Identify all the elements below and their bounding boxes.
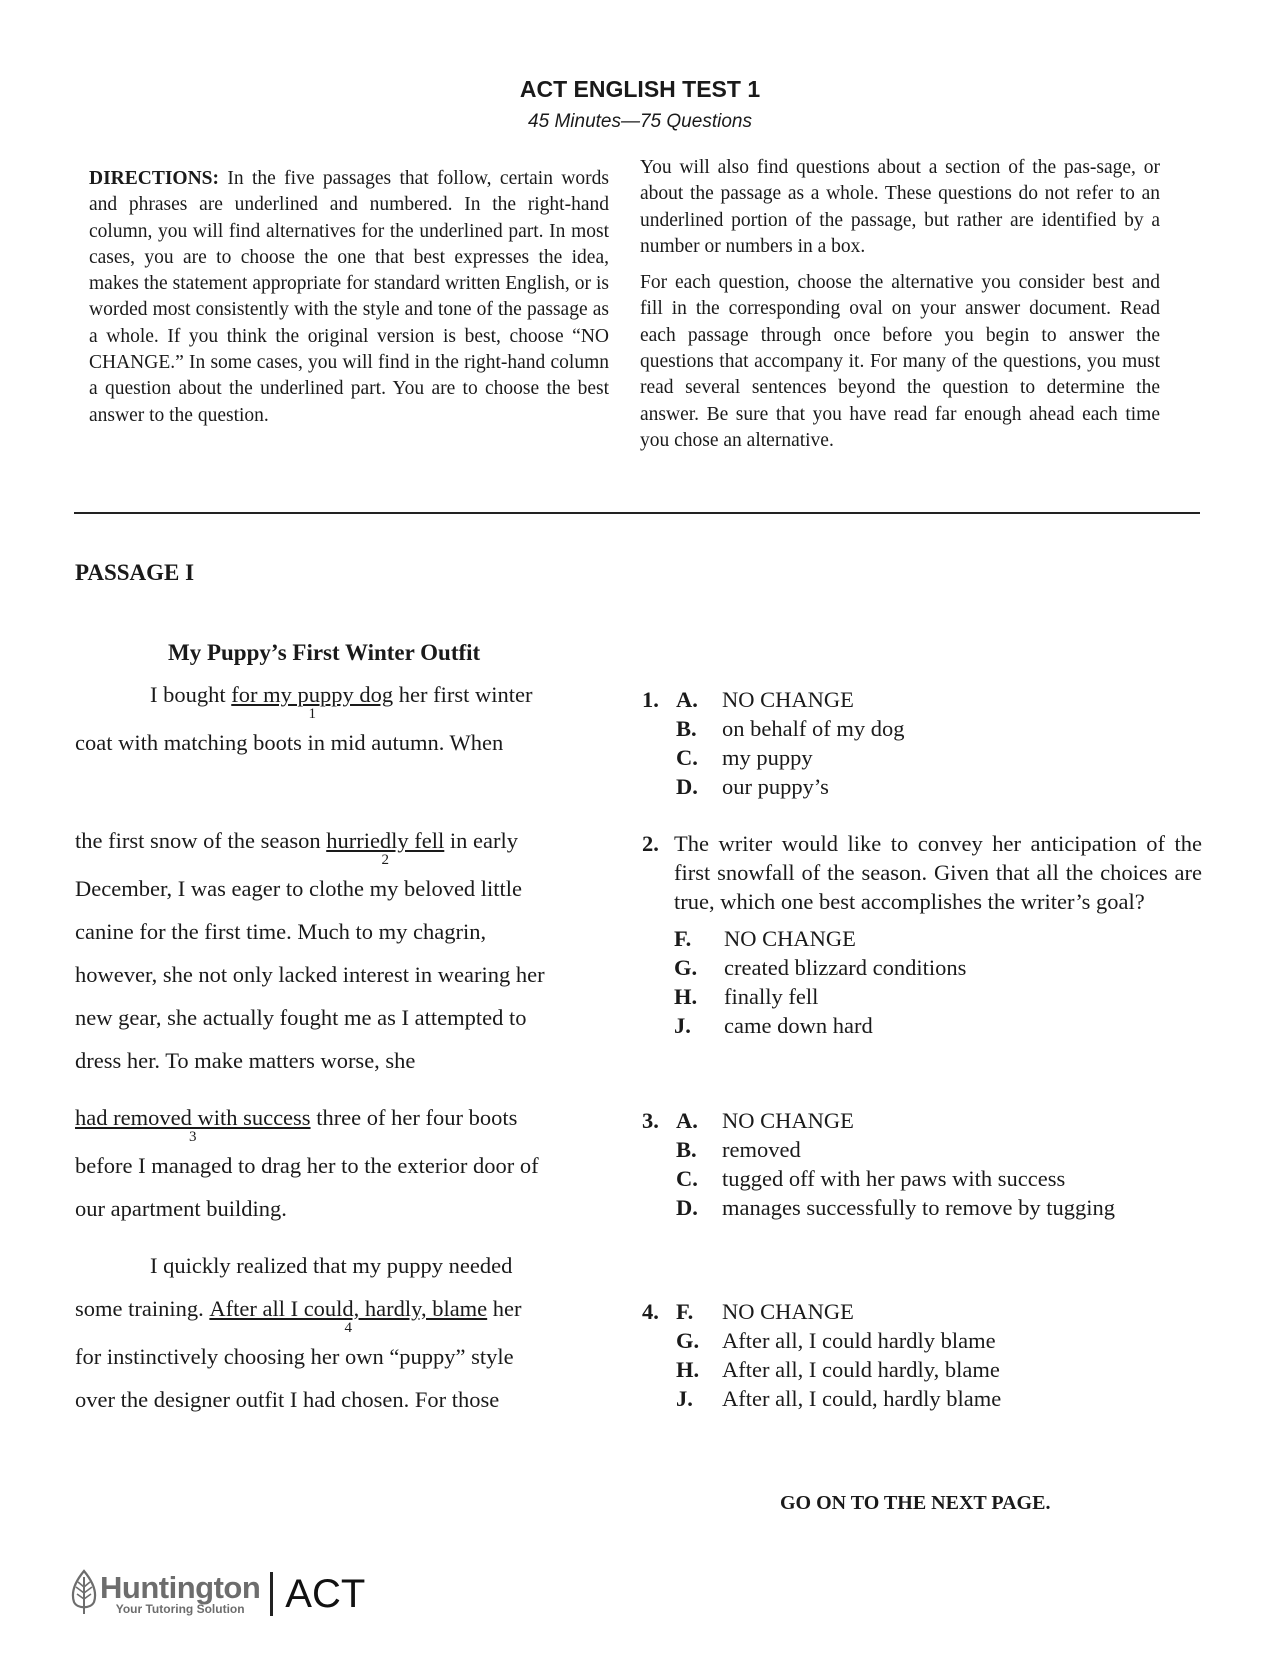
directions-right-para1: You will also find questions about a section of the pas-sage, or about the passage as a whole. These questions do not refer to an underlined portion of the passage, but rather are identified by a number or numbers in a box. xyxy=(640,157,1160,257)
underlined-segment-4 xyxy=(209,1296,488,1336)
question-2 xyxy=(642,829,1202,1040)
page-subtitle: 45 Minutes—75 Questions xyxy=(528,111,752,132)
option-letter: C. xyxy=(676,1166,698,1191)
passage-line: new gear, she actually fought me as I attempted to xyxy=(75,1005,527,1030)
answer-option-f[interactable] xyxy=(642,924,1202,953)
option-letter: C. xyxy=(676,745,698,770)
question-marker-1: 1 xyxy=(308,706,316,722)
page-title: ACT ENGLISH TEST 1 xyxy=(519,76,761,102)
answer-option-j[interactable] xyxy=(642,1011,1202,1040)
answer-option-b[interactable] xyxy=(642,1135,1202,1164)
answer-option-g[interactable] xyxy=(642,1326,1202,1355)
option-text: tugged off with her paws with success xyxy=(722,1166,1066,1191)
section-divider xyxy=(74,512,1200,514)
passage-text: her first winter xyxy=(393,682,533,707)
answer-option-b[interactable] xyxy=(642,714,1202,743)
passage-line: for instinctively choosing her own “puppy” style xyxy=(75,1344,514,1369)
directions-right xyxy=(640,155,1160,464)
brand-tagline: Your Tutoring Solution xyxy=(115,1602,245,1616)
passage-line: December, I was eager to clothe my beloved little xyxy=(75,876,523,901)
go-on-notice: GO ON TO THE NEXT PAGE. xyxy=(780,1492,1051,1514)
option-text: NO CHANGE xyxy=(722,1299,854,1324)
option-text: After all, I could hardly blame xyxy=(722,1328,996,1353)
question-number: 1. xyxy=(642,687,659,712)
passage-line: however, she not only lacked interest in wearing her xyxy=(75,962,545,987)
answer-option-f[interactable] xyxy=(642,1297,1202,1326)
option-letter: J. xyxy=(674,1013,691,1038)
option-letter: J. xyxy=(676,1386,693,1411)
option-text: created blizzard conditions xyxy=(724,955,967,980)
option-letter: B. xyxy=(676,716,697,741)
logo-divider xyxy=(270,1572,273,1616)
option-text: our puppy’s xyxy=(722,774,829,799)
passage-text: in early xyxy=(444,828,519,853)
option-letter: A. xyxy=(676,1108,698,1133)
answer-option-c[interactable] xyxy=(642,743,1202,772)
question-marker-2: 2 xyxy=(381,852,389,868)
passage-line: I quickly realized that my puppy needed xyxy=(150,1253,513,1278)
directions-label: DIRECTIONS: xyxy=(89,168,220,189)
option-text: came down hard xyxy=(724,1013,873,1038)
option-text: NO CHANGE xyxy=(722,687,854,712)
brand-name: Huntington xyxy=(100,1570,261,1605)
directions-right-para2: For each question, choose the alternative you consider best and fill in the corresponding oval on your answer document. Read each passage through once before you begin to answer the questions that accompany it. For many of the questions, you must read several sentences beyond the question to determine the answer. Be sure that you have read far enough ahead each time you chose an alternative. xyxy=(640,272,1160,451)
option-text: NO CHANGE xyxy=(724,926,856,951)
option-letter: F. xyxy=(676,1299,694,1324)
passage-line: coat with matching boots in mid autumn. When xyxy=(75,730,504,755)
question-1 xyxy=(642,685,1202,801)
passage-text: her xyxy=(487,1296,522,1321)
footer-logo xyxy=(70,1568,365,1620)
option-text: manages successfully to remove by tugging xyxy=(722,1195,1116,1220)
passage-text: I bought xyxy=(150,682,232,707)
question-number: 3. xyxy=(642,1108,659,1133)
passage-title: My Puppy’s First Winter Outfit xyxy=(168,640,481,665)
underlined-text: hurriedly fell xyxy=(326,828,445,853)
option-letter: D. xyxy=(676,1195,698,1220)
underlined-segment-1 xyxy=(231,682,394,722)
passage-line xyxy=(150,682,533,722)
passage-line: dress her. To make matters worse, she xyxy=(75,1048,416,1073)
answer-option-h[interactable] xyxy=(642,982,1202,1011)
answer-option-g[interactable] xyxy=(642,953,1202,982)
passage-text: some training. xyxy=(75,1296,210,1321)
huntington-logo xyxy=(70,1569,260,1620)
question-marker-4: 4 xyxy=(344,1320,353,1336)
underlined-text: for my puppy dog xyxy=(231,682,394,707)
answer-option-d[interactable] xyxy=(642,1193,1202,1222)
passage-text: the first snow of the season xyxy=(75,828,327,853)
answer-option-h[interactable] xyxy=(642,1355,1202,1384)
test-name: ACT xyxy=(285,1571,366,1616)
passage-line: canine for the first time. Much to my chagrin, xyxy=(75,919,487,944)
option-text: After all, I could hardly, blame xyxy=(722,1357,1000,1382)
option-text: After all, I could, hardly blame xyxy=(722,1386,1002,1411)
option-letter: B. xyxy=(676,1137,697,1162)
answer-option-a[interactable] xyxy=(642,1106,1202,1135)
option-letter: A. xyxy=(676,687,698,712)
option-letter: D. xyxy=(676,774,698,799)
underlined-text: After all I could, hardly, blame xyxy=(209,1296,488,1321)
passage-line: our apartment building. xyxy=(75,1196,287,1221)
passage-label: PASSAGE I xyxy=(75,560,195,585)
underlined-segment-3 xyxy=(75,1105,311,1145)
question-marker-3: 3 xyxy=(189,1129,197,1145)
passage-line xyxy=(75,1296,522,1336)
underlined-text: had removed with success xyxy=(75,1105,311,1130)
answer-option-c[interactable] xyxy=(642,1164,1202,1193)
question-stem: The writer would like to convey her anticipation of the first snowfall of the season. Given that all the choices are true, which one best accomplishes the writer’s goal? xyxy=(674,831,1202,914)
passage-text: three of her four boots xyxy=(310,1105,518,1130)
answer-option-d[interactable] xyxy=(642,772,1202,801)
option-text: NO CHANGE xyxy=(722,1108,854,1133)
passage-line: over the designer outfit I had chosen. For those xyxy=(75,1387,500,1412)
option-text: removed xyxy=(722,1137,801,1162)
question-4 xyxy=(642,1297,1202,1413)
directions-left xyxy=(89,166,609,439)
answer-option-j[interactable] xyxy=(642,1384,1202,1413)
passage-line xyxy=(75,828,519,868)
option-text: finally fell xyxy=(724,984,819,1009)
question-number: 2. xyxy=(642,831,659,856)
option-letter: G. xyxy=(676,1328,700,1353)
question-3 xyxy=(642,1106,1202,1222)
underlined-segment-2 xyxy=(326,828,445,868)
option-text: my puppy xyxy=(722,745,813,770)
option-letter: G. xyxy=(674,955,698,980)
option-text: on behalf of my dog xyxy=(722,716,905,741)
option-letter: H. xyxy=(676,1357,700,1382)
directions-left-text: In the five passages that follow, certain words and phrases are underlined and numbered. In the right-hand column, you will find alternatives for the underlined part. In most cases, you are to choose the one that best expresses the idea, makes the statement appropriate for standard written English, or is worded most consistently with the style and tone of the passage as a whole. If you think the original version is best, choose “NO CHANGE.” In some cases, you will find in the right-hand column a question about the underlined part. You are to choose the best answer to the question. xyxy=(89,168,609,426)
passage-line xyxy=(75,1105,518,1145)
option-letter: H. xyxy=(674,984,698,1009)
answer-option-a[interactable] xyxy=(642,685,1202,714)
leaf-icon xyxy=(70,1569,98,1620)
question-number: 4. xyxy=(642,1299,659,1324)
option-letter: F. xyxy=(674,926,692,951)
passage-line: before I managed to drag her to the exterior door of xyxy=(75,1153,539,1178)
